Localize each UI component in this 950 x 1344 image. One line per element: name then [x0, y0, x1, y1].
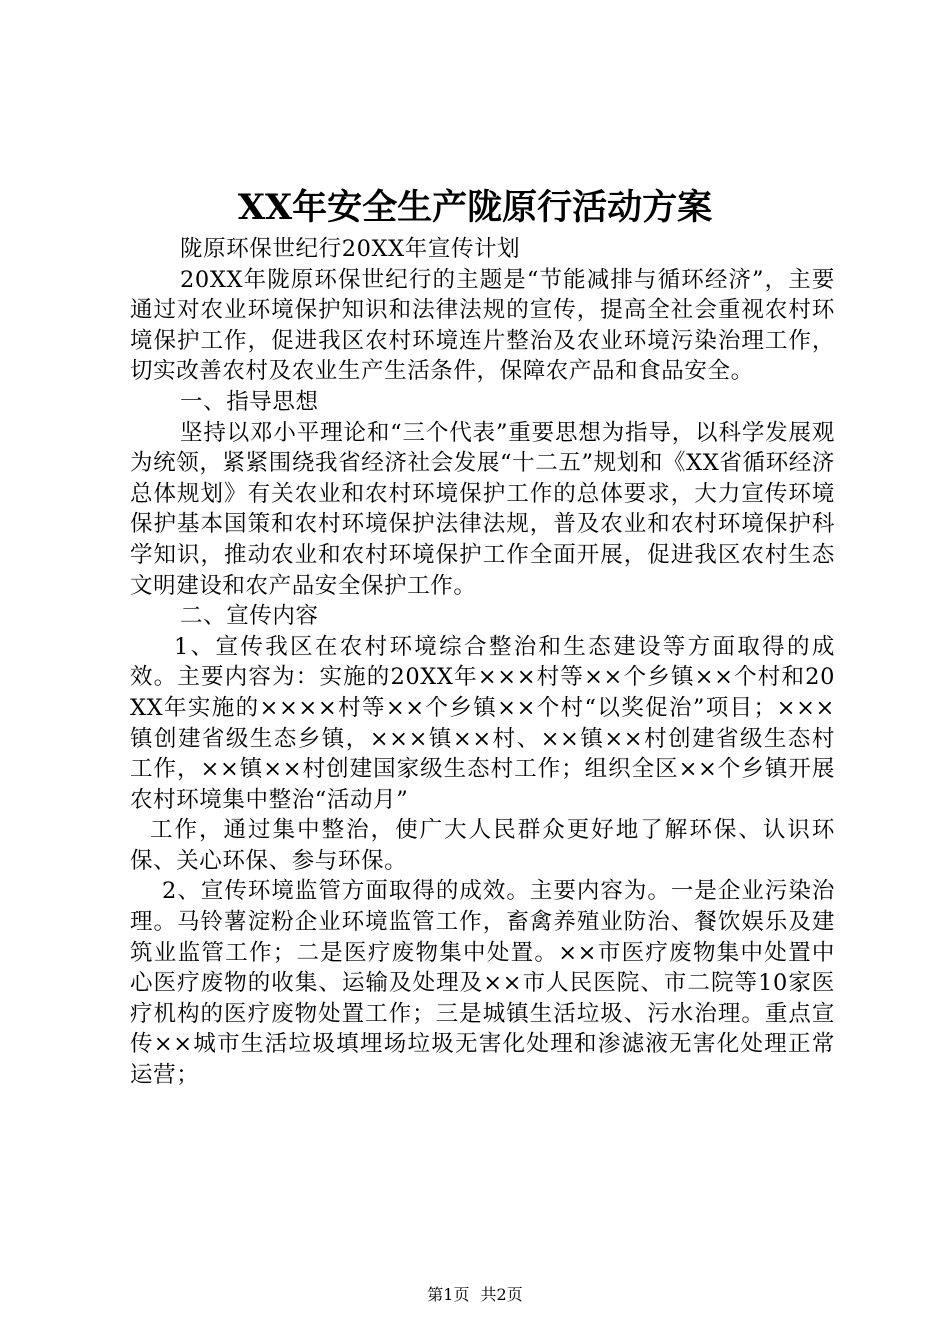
paragraph-subtitle: 陇原环保世纪行20XX年宣传计划: [180, 236, 521, 262]
paragraph-item-1-continued: 工作，通过集中整治，使广大人民群众更好地了解环保、认识环保、关心环保、参与环保。: [130, 817, 835, 874]
section-heading-guiding-thought: 一、指导思想: [180, 388, 319, 415]
page-footer: 第1页 共2页: [427, 1285, 523, 1304]
paragraph-intro: 20XX年陇原环保世纪行的主题是“节能减排与循环经济”，主要通过对农业环境保护知识和法律法规的宣传，提高全社会重视农村环境保护工作，促进我区农村环境连片整治及农业环境污染治理工作，切实改善农村及农业生产生活条件，保障农产品和食品安全。: [130, 266, 835, 385]
section-heading-publicity-content: 二、宣传内容: [180, 603, 319, 630]
paragraph-item-1: 1、宣传我区在农村环境综合整治和生态建设等方面取得的成效。主要内容为：实施的20XX年×××村等××个乡镇××个村和20XX年实施的××××村等××个乡镇××个村“以奖促治”项目；×××镇创建省级生态乡镇，×××镇××村、××镇××村创建省级生态村工作，××镇××村创建国家级生态村工作；组织全区××个乡镇开展农村环境集中整治“活动月”: [130, 633, 835, 813]
document-body: [130, 234, 835, 1091]
paragraph-guiding-thought: 坚持以邓小平理论和“三个代表”重要思想为指导，以科学发展观为统领，紧紧围绕我省经济社会发展“十二五”规划和《XX省循环经济总体规划》有关农业和农村环境保护工作的总体要求，大力宣传环境保护基本国策和农村环境保护法律法规，普及农业和农村环境保护科学知识，推动农业和农村环境保护工作全面开展，促进我区农村生态文明建设和农产品安全保护工作。: [130, 419, 835, 599]
paragraph-item-2: 2、宣传环境监管方面取得的成效。主要内容为。一是企业污染治理。马铃薯淀粉企业环境监管工作，畜禽养殖业防治、餐饮娱乐及建筑业监管工作；二是医疗废物集中处置。××市医疗废物集中处置中心医疗废物的收集、运输及处理及××市人民医院、市二院等10家医疗机构的医疗废物处置工作；三是城镇生活垃圾、污水治理。重点宣传××城市生活垃圾填埋场垃圾无害化处理和渗滤液无害化处理正常运营；: [130, 878, 835, 1089]
document-title: XX年安全生产陇原行活动方案: [237, 187, 713, 228]
